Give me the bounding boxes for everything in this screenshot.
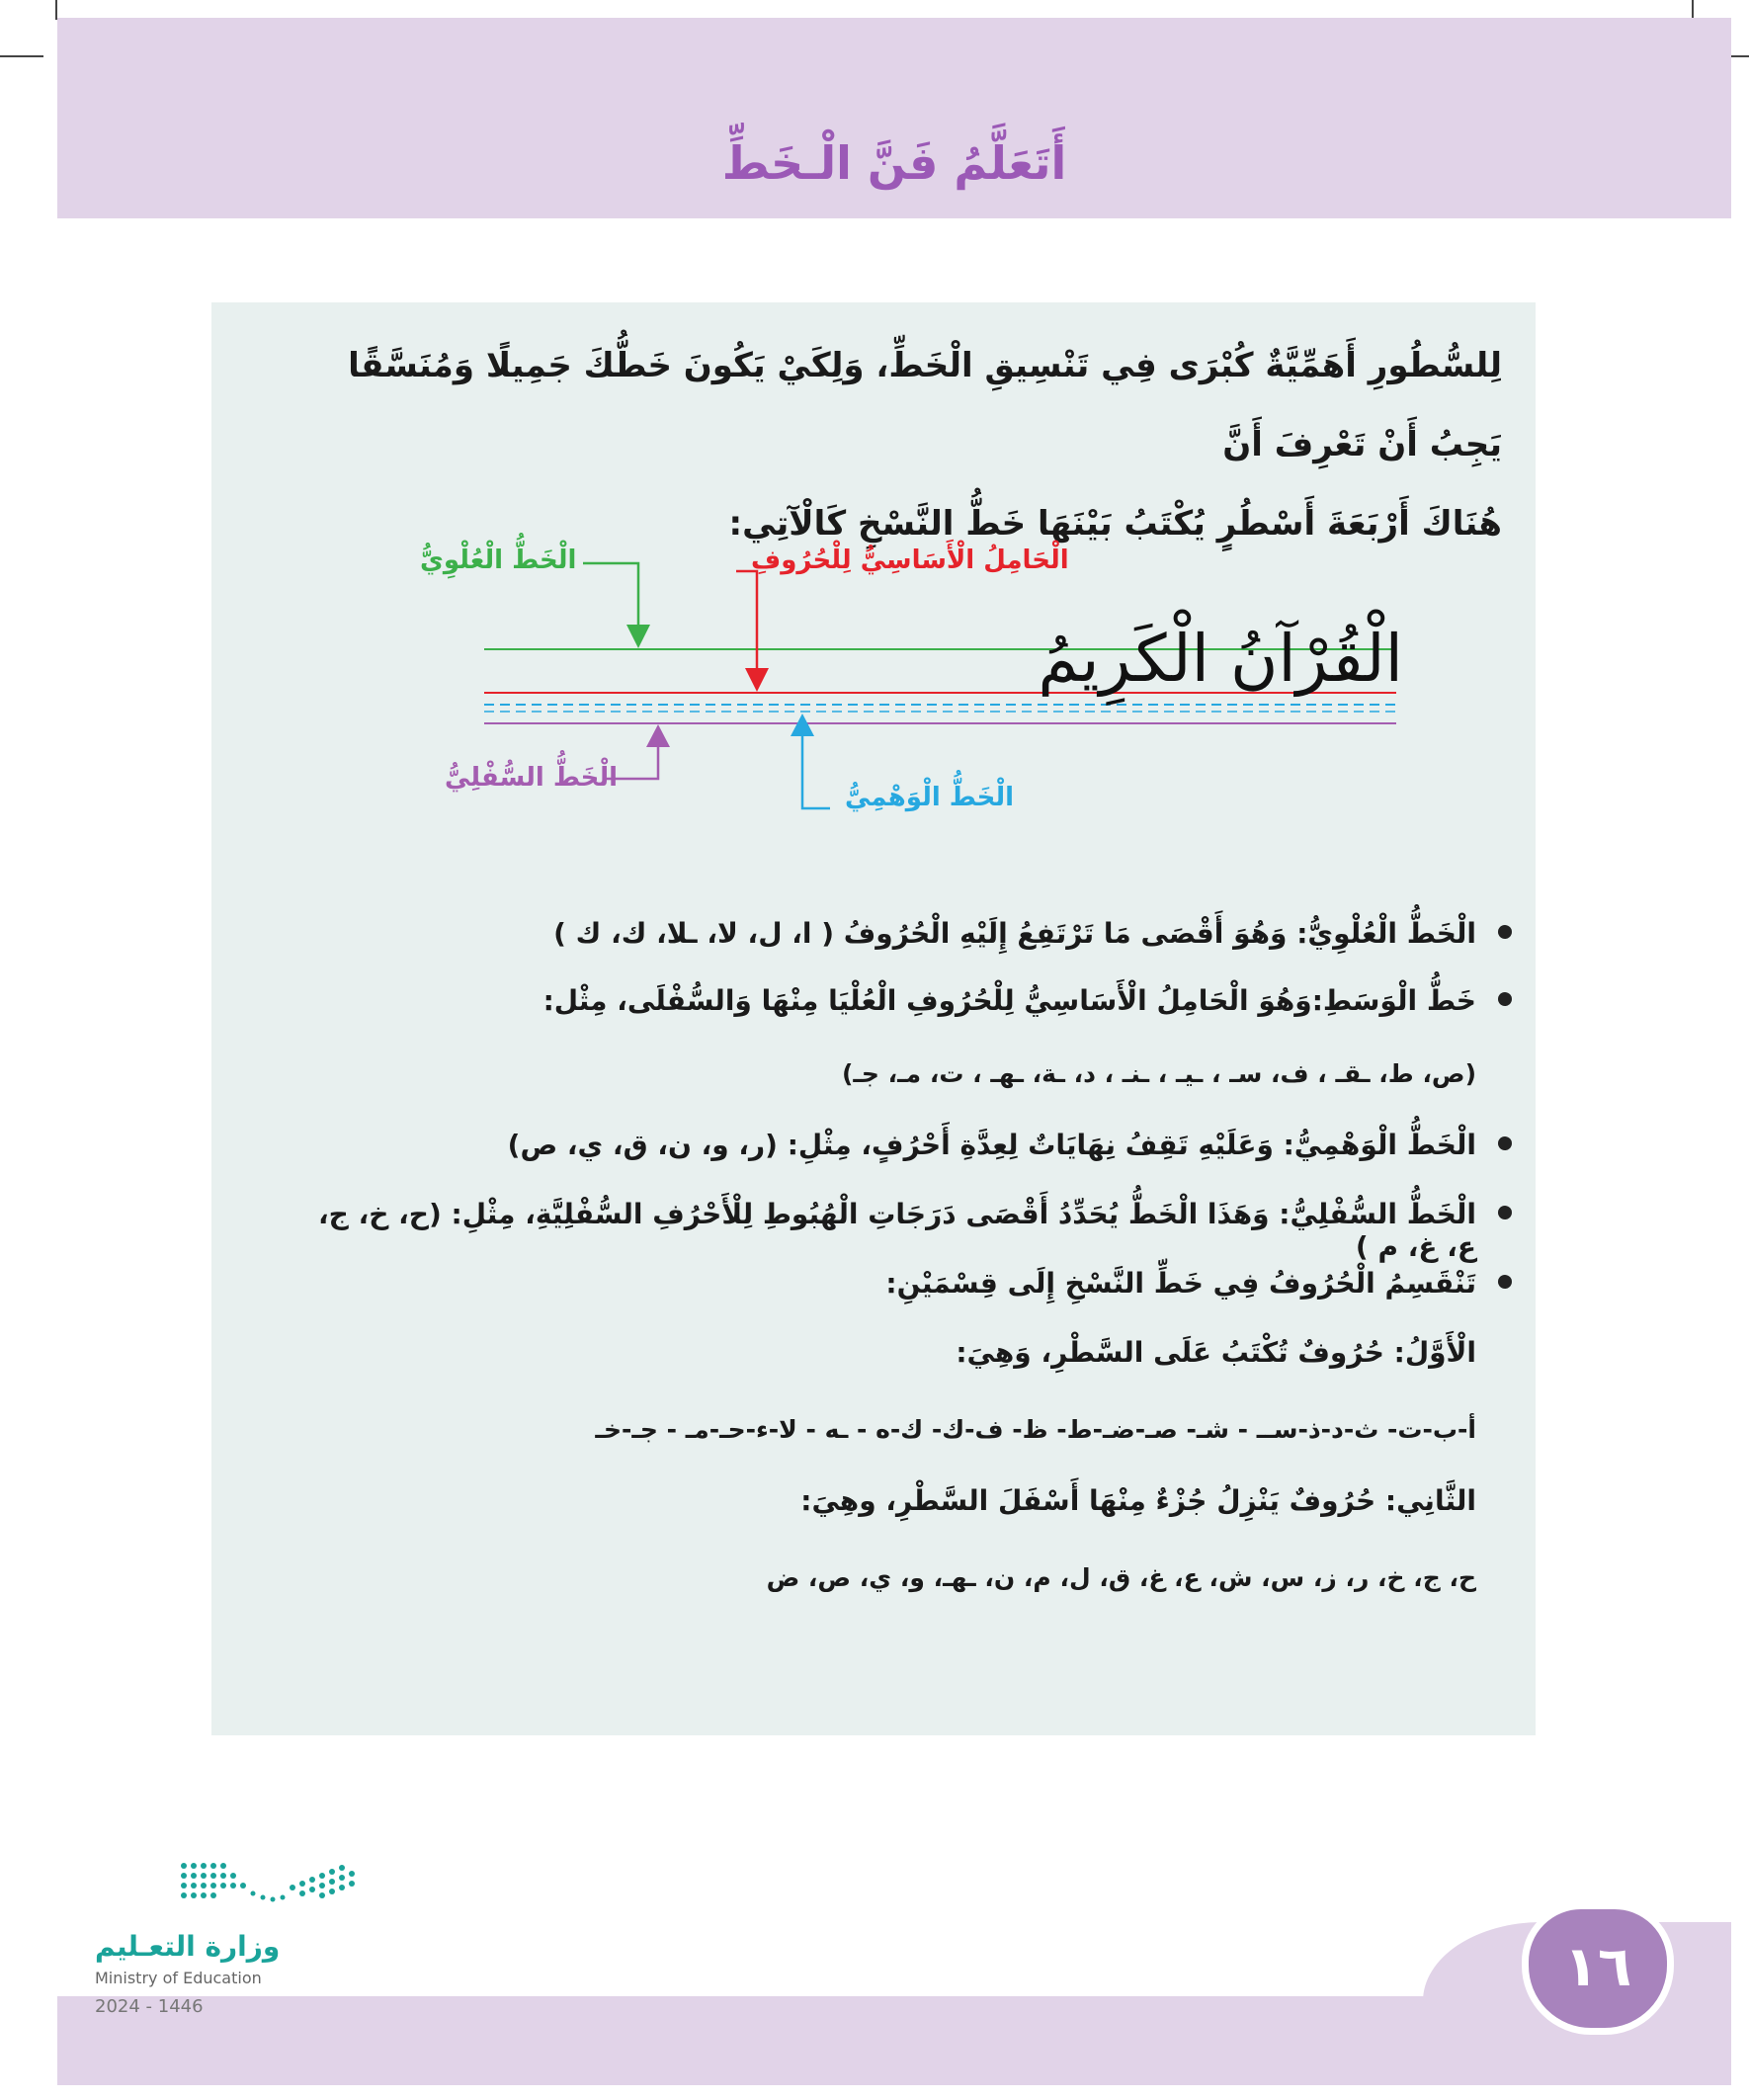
second-group-letters: ح، ج، خ، ر، ز، س، ش، ع، غ، ق، ل، م، ن، ـهـ، و، ي، ص، ض <box>766 1563 1476 1592</box>
edition-year: 2024 - 1446 <box>95 1996 204 2017</box>
ministry-name-ar: وزارة التعـليم <box>95 1930 281 1963</box>
first-group-title: الْأَوَّلُ: حُرُوفٌ تُكْتَبُ عَلَى السَّطْرِ، وَهِيَ: <box>956 1336 1476 1369</box>
list-item <box>300 984 1512 1017</box>
intro-line-2: هُنَاكَ أَرْبَعَةَ أَسْطُرٍ يُكْتَبُ بَيْنَهَا خَطُّ النَّسْخِ كَالْآتِي: <box>728 504 1502 544</box>
top-arrow-head <box>626 625 650 648</box>
bullet-icon <box>1498 925 1512 939</box>
bullet-icon <box>1498 1275 1512 1289</box>
header-band <box>57 18 1731 218</box>
intro-line-1: لِلسُّطُورِ أَهَمِّيَّةٌ كُبْرَى فِي تَنْسِيقِ الْخَطِّ، وَلِكَيْ يَكُونَ خَطُّكَ جَمِيلًا وَمُنَسَّقًا يَجِبُ أَنْ تَعْرِفَ أَنَّ <box>348 346 1502 464</box>
page-number: ١٦ <box>1522 1902 1674 2035</box>
imaginary-arrow-leader <box>802 735 830 808</box>
rule-bottom-line: الْخَطُّ السُّفْلِيُّ: وَهَذَا الْخَطُّ يُحَدِّدُ أَقْصَى دَرَجَاتِ الْهُبُوطِ لِلْأَحْرُفِ السُّفْلِيَّةِ، مِثْلِ: (ح، خ، ج، ع، غ، م ) <box>318 1198 1476 1263</box>
base-arrow-head <box>745 668 769 692</box>
base-arrow-leader <box>736 571 757 670</box>
rule-imaginary-line: الْخَطُّ الْوَهْمِيُّ: وَعَلَيْهِ تَقِفُ نِهَايَاتٌ لِعِدَّةِ أَحْرُفٍ، مِثْلِ: (ر، و، ن، ق، ي، ص) <box>507 1129 1476 1161</box>
page-title: أَتَعَلَّمُ فَنَّ الْـخَطِّ <box>721 136 1067 190</box>
sample-calligraphy: الْقُرْآنُ الْكَرِيمُ <box>1038 621 1403 697</box>
rule-letter-groups: تَنْقَسِمُ الْحُرُوفُ فِي خَطِّ النَّسْخِ إِلَى قِسْمَيْنِ: <box>885 1267 1476 1300</box>
footer-band <box>57 1996 1731 2085</box>
label-top-line: الْخَطُّ الْعُلْوِيُّ <box>420 546 577 575</box>
rule-middle-line: خَطُّ الْوَسَطِ:وَهُوَ الْحَامِلُ الْأَسَاسِيُّ لِلْحُرُوفِ الْعُلْيَا مِنْهَا وَالسُّفْلَى، مِثْل: <box>542 984 1476 1017</box>
label-imaginary-line: الْخَطُّ الْوَهْمِيُّ <box>845 783 1015 812</box>
rule-middle-examples: (ص، ط، ـقـ ، ف، سـ ، ـيـ ، ـنـ ، د، ـة، ـهـ ، ت، مـ، جـ) <box>841 1059 1476 1088</box>
ministry-name-en: Ministry of Education <box>95 1969 262 1987</box>
first-group-letters: أ-ب-ت- ث-د-ذ-ســ - شـ- صـ-ضـ-ط- ظ- ف-ك- ك-ه - ـه - لا-ء-حـ-مـ - جـ-خـ <box>595 1415 1476 1444</box>
intro-paragraph <box>336 326 1502 563</box>
crop-mark <box>0 55 43 57</box>
bullet-icon <box>1498 1206 1512 1219</box>
label-base-line: الْحَامِلُ الْأَسَاسِيُّ لِلْحُرُوفِ <box>751 546 1069 575</box>
rule-top-line: الْخَطُّ الْعُلْوِيُّ: وَهُوَ أَقْصَى مَا تَرْتَفِعُ إِلَيْهِ الْحُرُوفُ ( ا، ل، لا، ـلا، ك، ك ) <box>553 917 1476 950</box>
bullet-icon <box>1498 1136 1512 1150</box>
ministry-logo-icon <box>178 1858 356 1907</box>
list-item <box>300 1198 1512 1263</box>
bullet-icon <box>1498 992 1512 1006</box>
bottom-arrow-head <box>646 724 670 747</box>
label-bottom-line: الْخَطُّ السُّفْلِيُّ <box>445 763 619 793</box>
list-item <box>300 1129 1512 1161</box>
crop-mark <box>1692 0 1694 20</box>
top-arrow-leader <box>583 563 638 627</box>
crop-mark <box>55 0 57 20</box>
imaginary-arrow-head <box>791 714 814 736</box>
list-item <box>300 917 1512 950</box>
list-item <box>300 1267 1512 1300</box>
second-group-title: الثَّانِي: حُرُوفٌ يَنْزِلُ جُزْءٌ مِنْهَا أَسْفَلَ السَّطْرِ، وهِيَ: <box>800 1484 1476 1517</box>
